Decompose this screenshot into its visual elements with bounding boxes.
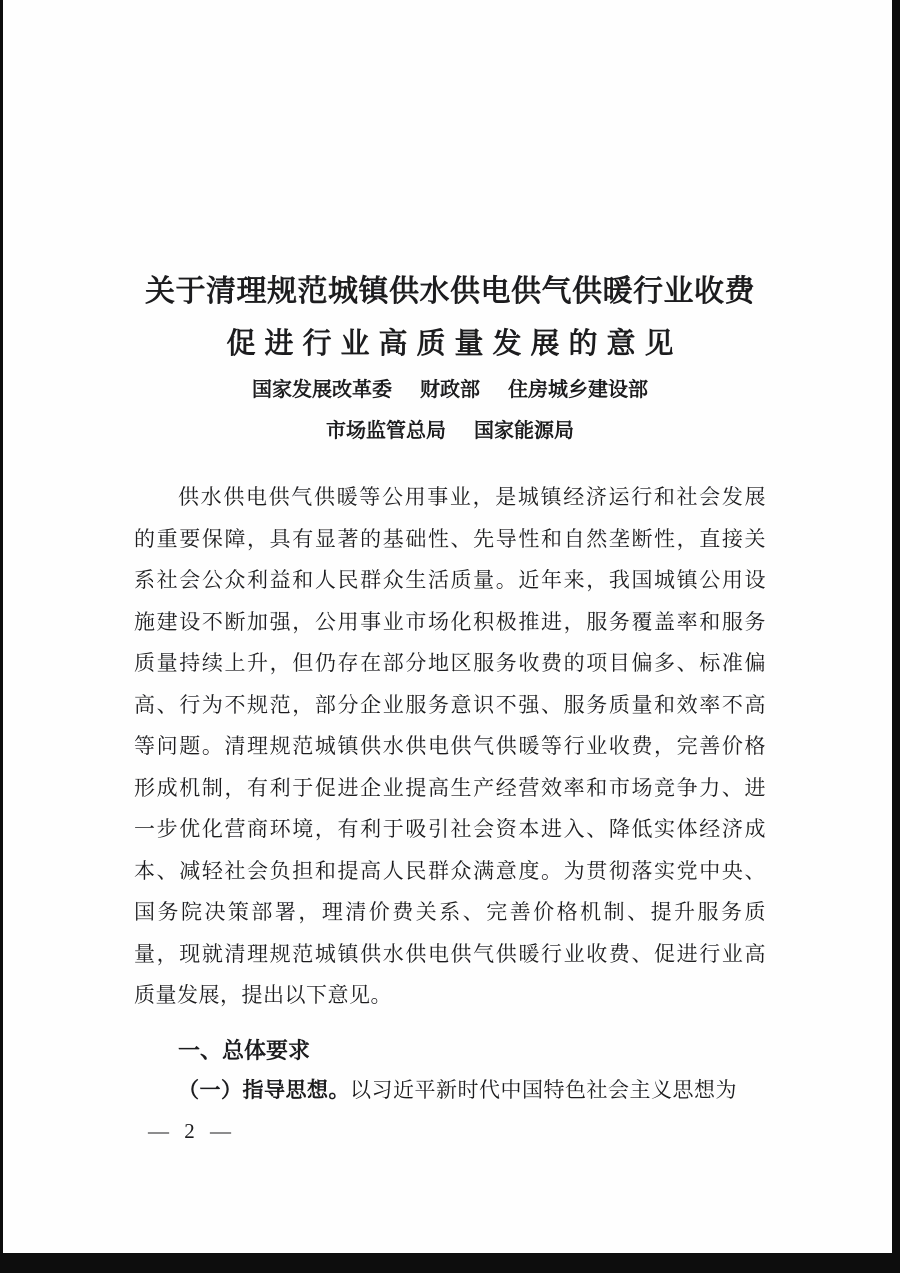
page-number: — 2 —: [148, 1119, 231, 1143]
paragraph-1-line: 的重要保障，具有显著的基础性、先导性和自然垄断性，直接关: [134, 526, 766, 551]
item-1-lead: （一）指导思想。: [178, 1078, 350, 1102]
scan-edge-right: [892, 0, 900, 1273]
scan-edge-bottom: [0, 1253, 900, 1273]
paragraph-1-line: 施建设不断加强，公用事业市场化积极推进，服务覆盖率和服务: [134, 609, 766, 634]
section-1-item-1: [134, 1074, 766, 1106]
agency-mof: 财政部: [420, 379, 480, 401]
agency-mohurd: 住房城乡建设部: [508, 379, 648, 401]
paragraph-1-line: 一步优化营商环境，有利于吸引社会资本进入、降低实体经济成: [134, 817, 766, 841]
document-title-line2: 促进行业高质量发展的意见: [226, 328, 683, 360]
item-1-text: 以习近平新时代中国特色社会主义思想为: [350, 1078, 737, 1102]
paragraph-1-line: 形成机制，有利于促进企业提高生产经营效率和市场竞争力、进: [134, 775, 766, 800]
paragraph-1-line: 量，现就清理规范城镇供水供电供气供暖行业收费、促进行业高: [134, 941, 766, 966]
paragraph-1: [134, 477, 766, 1017]
agency-ndrc: 国家发展改革委: [252, 379, 392, 401]
paragraph-1-line: 供水供电供气供暖等公用事业，是城镇经济运行和社会发展: [178, 485, 766, 509]
paragraph-1-line: 高、行为不规范，部分企业服务意识不强、服务质量和效率不高: [134, 692, 766, 717]
agency-nea: 国家能源局: [474, 420, 574, 442]
issuing-agencies-row2: [134, 418, 766, 444]
paragraph-1-line: 等问题。清理规范城镇供水供电供气供暖等行业收费，完善价格: [134, 734, 766, 758]
agency-samr: 市场监管总局: [326, 420, 446, 442]
paragraph-1-line: 质量持续上升，但仍存在部分地区服务收费的项目偏多、标准偏: [134, 651, 766, 675]
document-title-line1: 关于清理规范城镇供水供电供气供暖行业收费: [145, 275, 755, 308]
paragraph-1-line: 本、减轻社会负担和提高人民群众满意度。为贯彻落实党中央、: [134, 858, 766, 883]
paragraph-1-line: 质量发展，提出以下意见。: [134, 983, 392, 1007]
paragraph-1-line: 系社会公众利益和人民群众生活质量。近年来，我国城镇公用设: [134, 568, 766, 592]
scan-edge-left: [0, 0, 3, 1273]
issuing-agencies-row1: [134, 377, 766, 403]
paragraph-1-line: 国务院决策部署，理清价费关系、完善价格机制、提升服务质: [134, 900, 766, 924]
section-1-heading: 一、总体要求: [178, 1038, 311, 1063]
